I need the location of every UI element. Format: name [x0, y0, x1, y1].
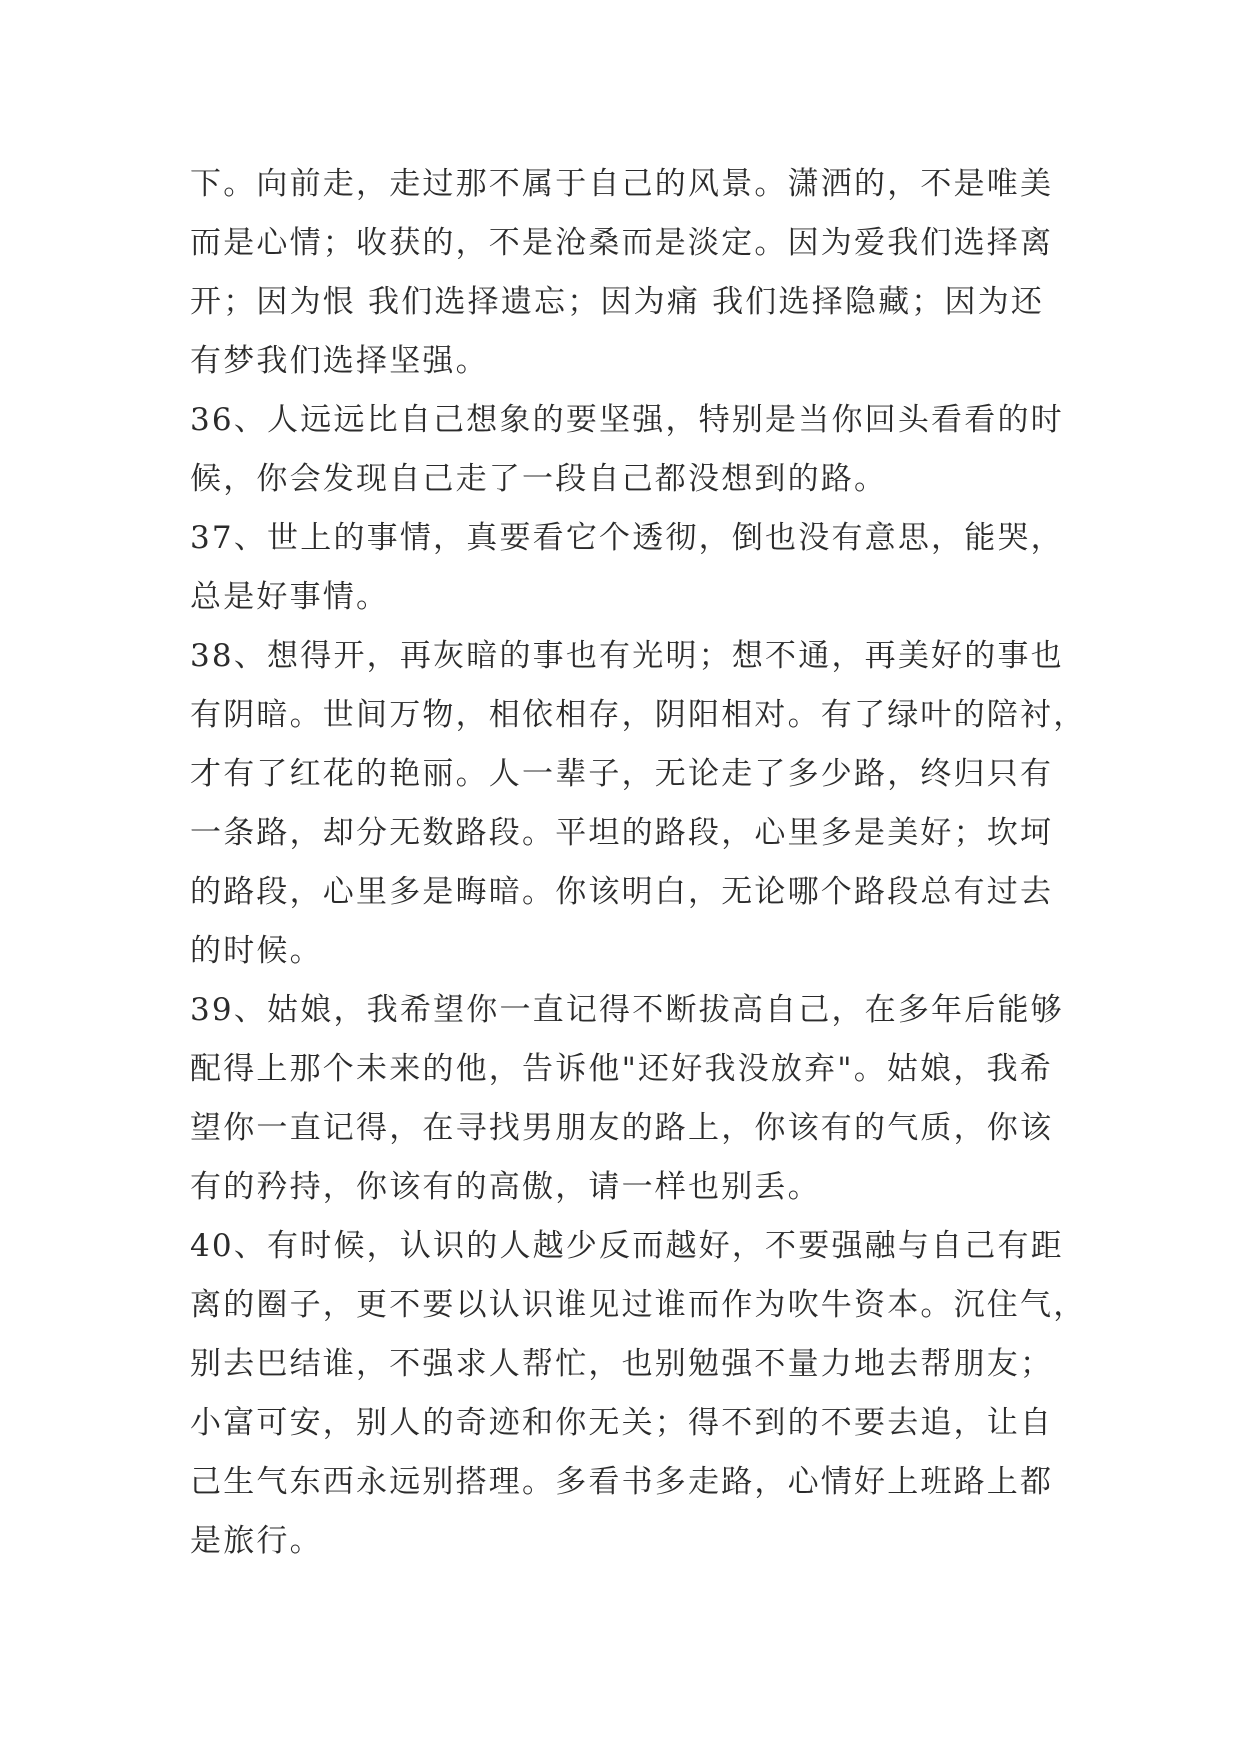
text-line: 总是好事情。 — [190, 579, 390, 615]
text-line: 候，你会发现自己走了一段自己都没想到的路。 — [190, 461, 888, 497]
text-line: 别去巴结谁，不强求人帮忙，也别勉强不量力地去帮朋友； — [190, 1346, 1054, 1382]
text-line: 38、想得开，再灰暗的事也有光明；想不通，再美好的事也 — [190, 638, 1064, 674]
text-line: 40、有时候，认识的人越少反而越好，不要强融与自己有距 — [190, 1228, 1064, 1264]
text-line: 一条路，却分无数路段。平坦的路段，心里多是美好；坎坷 — [190, 815, 1054, 851]
text-line: 的时候。 — [190, 933, 323, 969]
text-line: 的路段，心里多是晦暗。你该明白，无论哪个路段总有过去 — [190, 874, 1054, 910]
text-line: 配得上那个未来的他，告诉他"还好我没放弃"。姑娘，我希 — [190, 1051, 1053, 1087]
text-line: 下。向前走，走过那不属于自己的风景。潇洒的，不是唯美 — [190, 166, 1054, 202]
text-line: 37、世上的事情，真要看它个透彻，倒也没有意思，能哭， — [190, 520, 1064, 556]
text-line: 而是心情；收获的，不是沧桑而是淡定。因为爱我们选择离 — [190, 225, 1054, 261]
text-line: 39、姑娘，我希望你一直记得不断拔高自己，在多年后能够 — [190, 992, 1064, 1028]
text-line: 是旅行。 — [190, 1523, 323, 1559]
text-line: 小富可安，别人的奇迹和你无关；得不到的不要去追，让自 — [190, 1405, 1054, 1441]
document-body — [190, 155, 1087, 1571]
text-line: 己生气东西永远别搭理。多看书多走路，心情好上班路上都 — [190, 1464, 1054, 1500]
text-line: 有阴暗。世间万物，相依相存，阴阳相对。有了绿叶的陪衬， — [190, 697, 1087, 733]
text-line: 有梦我们选择坚强。 — [190, 343, 489, 379]
text-line: 有的矜持，你该有的高傲，请一样也别丢。 — [190, 1169, 821, 1205]
text-line: 离的圈子，更不要以认识谁见过谁而作为吹牛资本。沉住气， — [190, 1287, 1087, 1323]
text-line: 才有了红花的艳丽。人一辈子，无论走了多少路，终归只有 — [190, 756, 1054, 792]
text-line: 36、人远远比自己想象的要坚强，特别是当你回头看看的时 — [190, 402, 1064, 438]
text-line: 开；因为恨 我们选择遗忘；因为痛 我们选择隐藏；因为还 — [190, 284, 1045, 320]
text-line: 望你一直记得，在寻找男朋友的路上，你该有的气质，你该 — [190, 1110, 1054, 1146]
